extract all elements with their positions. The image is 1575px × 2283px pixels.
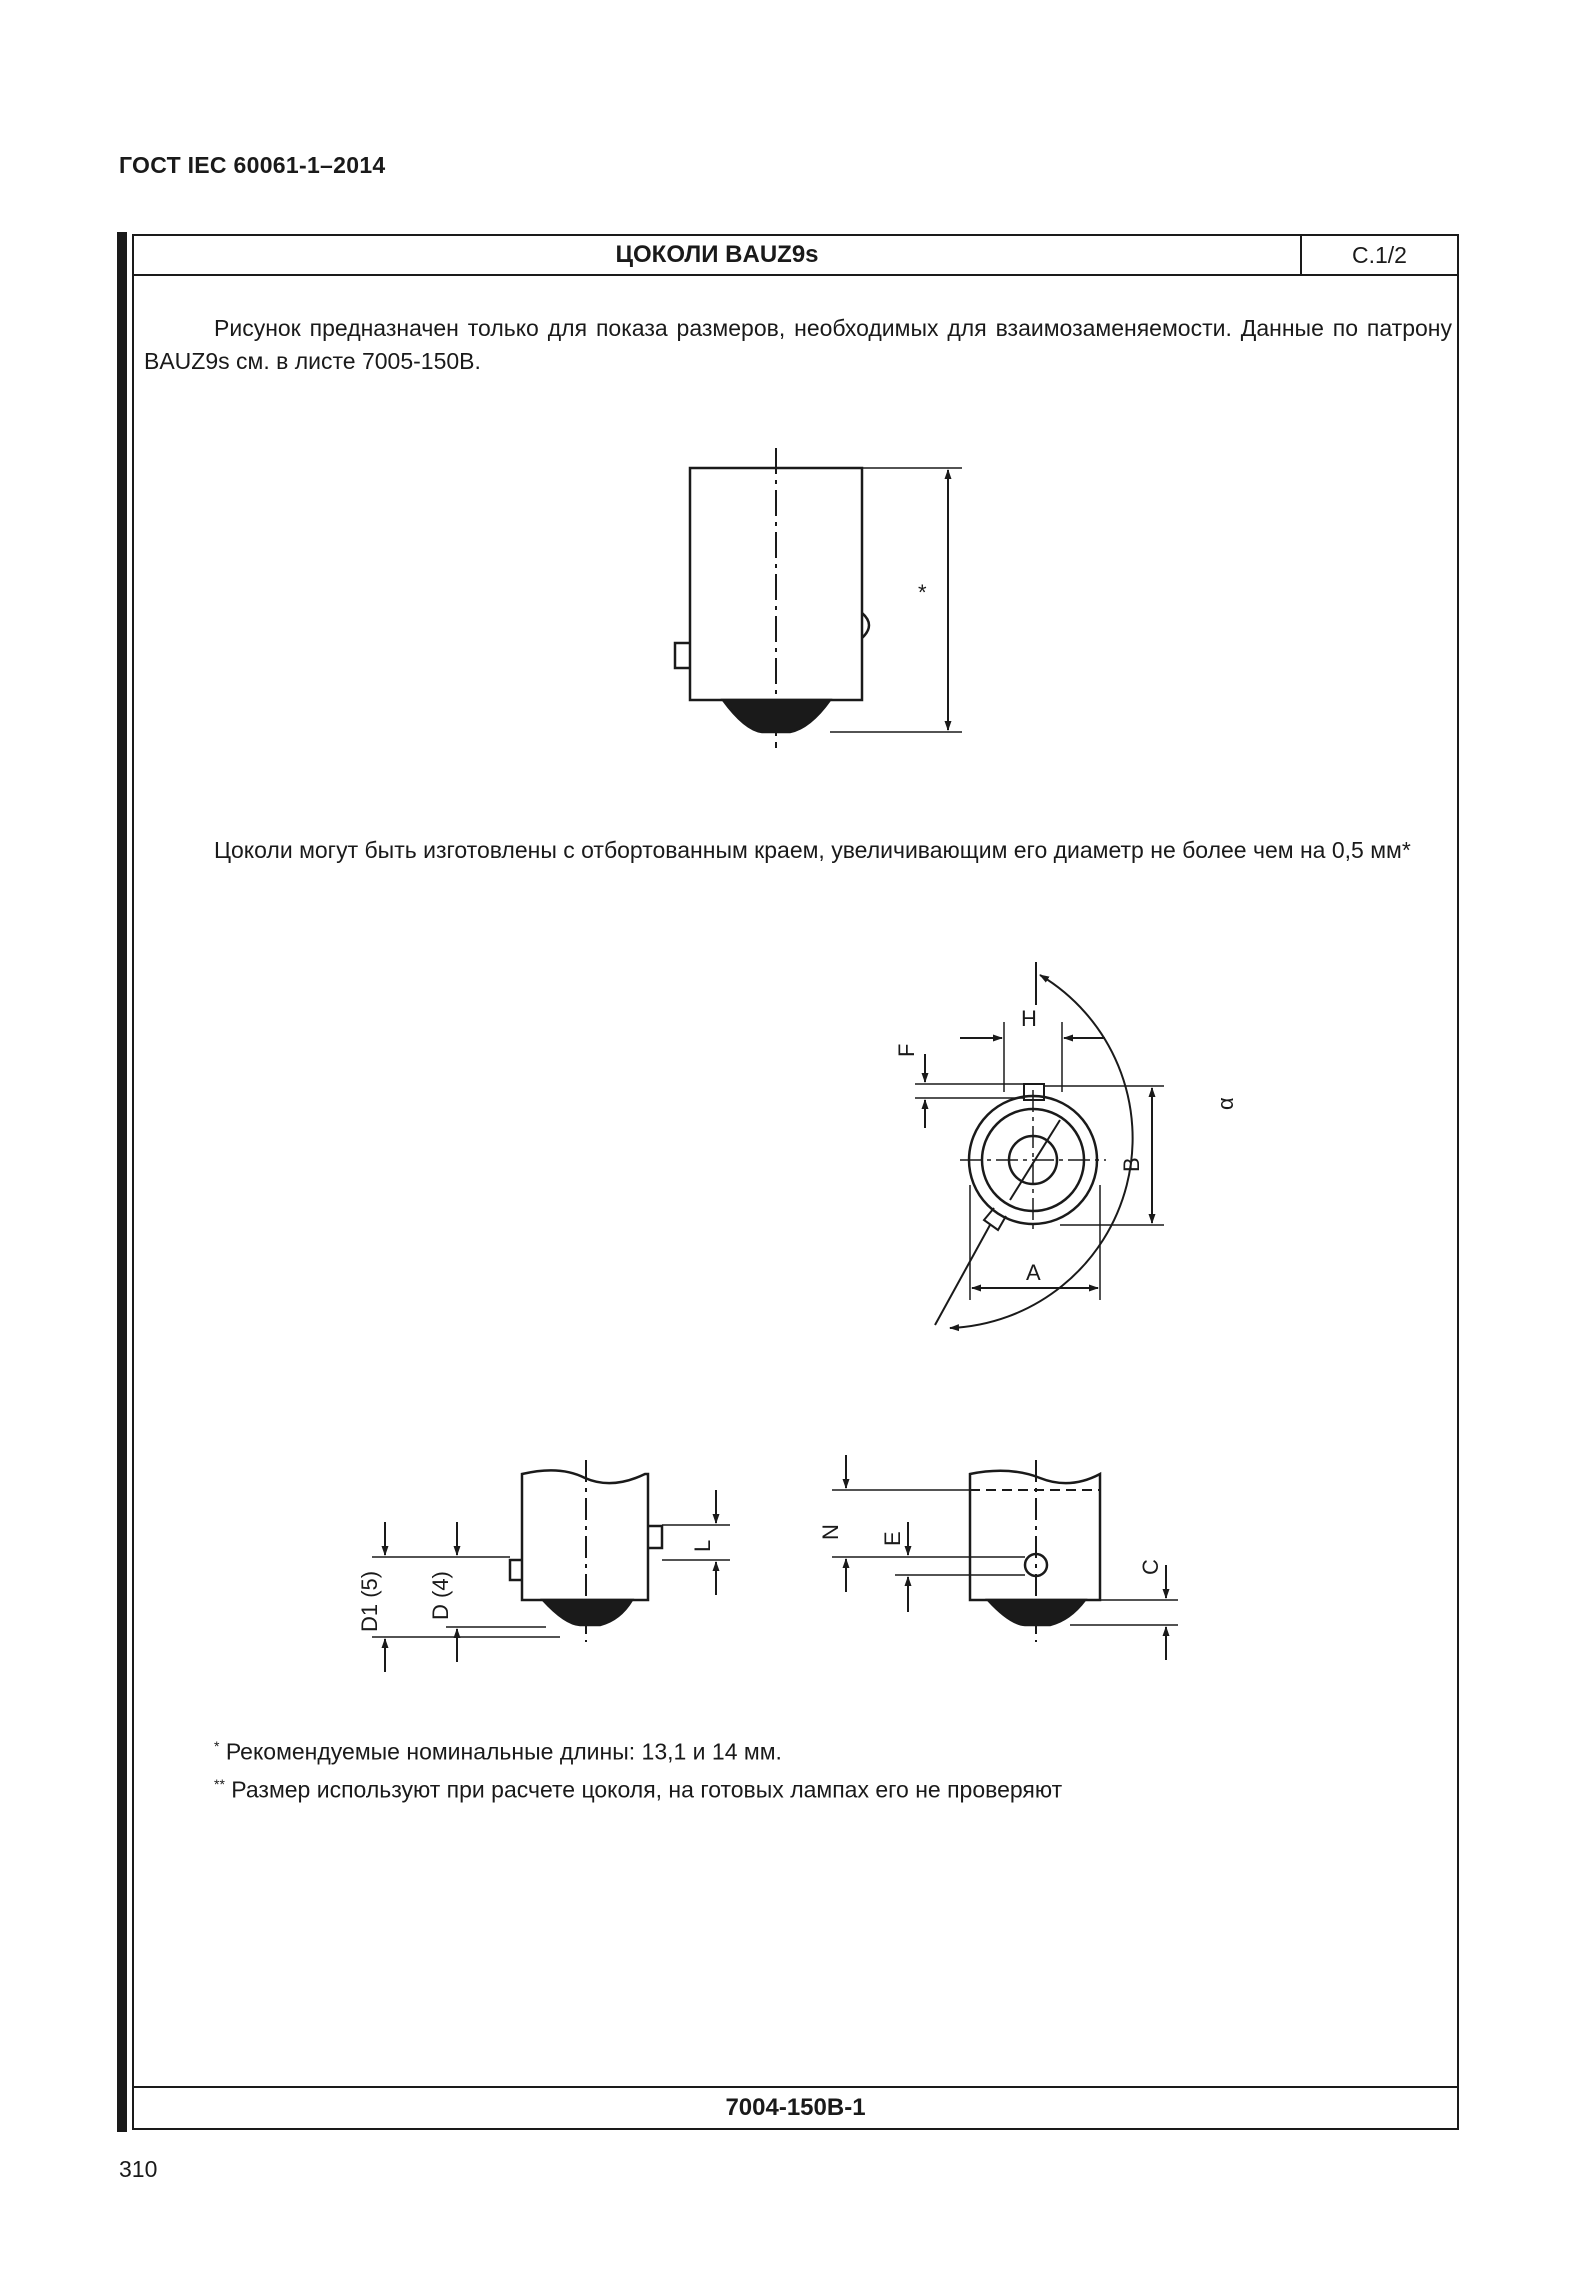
label-d1: D1 (5) <box>357 1570 382 1632</box>
document-header: ГОСТ IEC 60061-1–2014 <box>119 152 386 178</box>
label-l: L <box>690 1539 715 1552</box>
alpha-ref-bottom <box>935 1225 990 1325</box>
intro-text: Рисунок предназначен только для показа размеров, необходимых для взаимозаменяемости. Данные по патрону BAUZ9s см. в листе 7005-150В. <box>144 315 1452 374</box>
label-a: A <box>1026 1260 1041 1285</box>
label-h: H <box>1021 1006 1037 1031</box>
label-b: B <box>1119 1157 1144 1172</box>
label-n: N <box>818 1524 843 1540</box>
contact-d <box>543 1600 632 1625</box>
pin-right-d <box>648 1526 662 1548</box>
base-side-view-d <box>372 1460 730 1672</box>
page-number: 310 <box>119 2156 158 2182</box>
pin-left-d <box>510 1560 522 1580</box>
sheet-title: ЦОКОЛИ BAUZ9s <box>134 236 1302 274</box>
label-f: F <box>894 1043 919 1057</box>
sheet-page-number: С.1/2 <box>1352 242 1407 268</box>
footnote-mark-2: ** <box>214 1775 225 1792</box>
footnote-text-1: Рекомендуемые номинальные длины: 13,1 и 14 мм. <box>225 1738 782 1765</box>
length-star: * <box>918 580 927 605</box>
label-alpha: α <box>1213 1097 1238 1110</box>
footnote-text-2: Размер используют при расчете цоколя, на готовых лампах его не проверяют <box>231 1776 1063 1803</box>
label-d: D (4) <box>428 1571 453 1620</box>
base-side-view-n <box>832 1455 1178 1660</box>
edge-text: Цоколи могут быть изготовлены с отбортованным краем, увеличивающим его диаметр не более чем на 0,5 мм* <box>214 837 1411 863</box>
footnote-mark-1: * <box>214 1738 220 1754</box>
label-e: E <box>880 1531 905 1546</box>
sheet-code: 7004-150B-1 <box>134 2086 1457 2128</box>
pin-left <box>675 643 690 668</box>
label-c: C <box>1138 1559 1163 1575</box>
